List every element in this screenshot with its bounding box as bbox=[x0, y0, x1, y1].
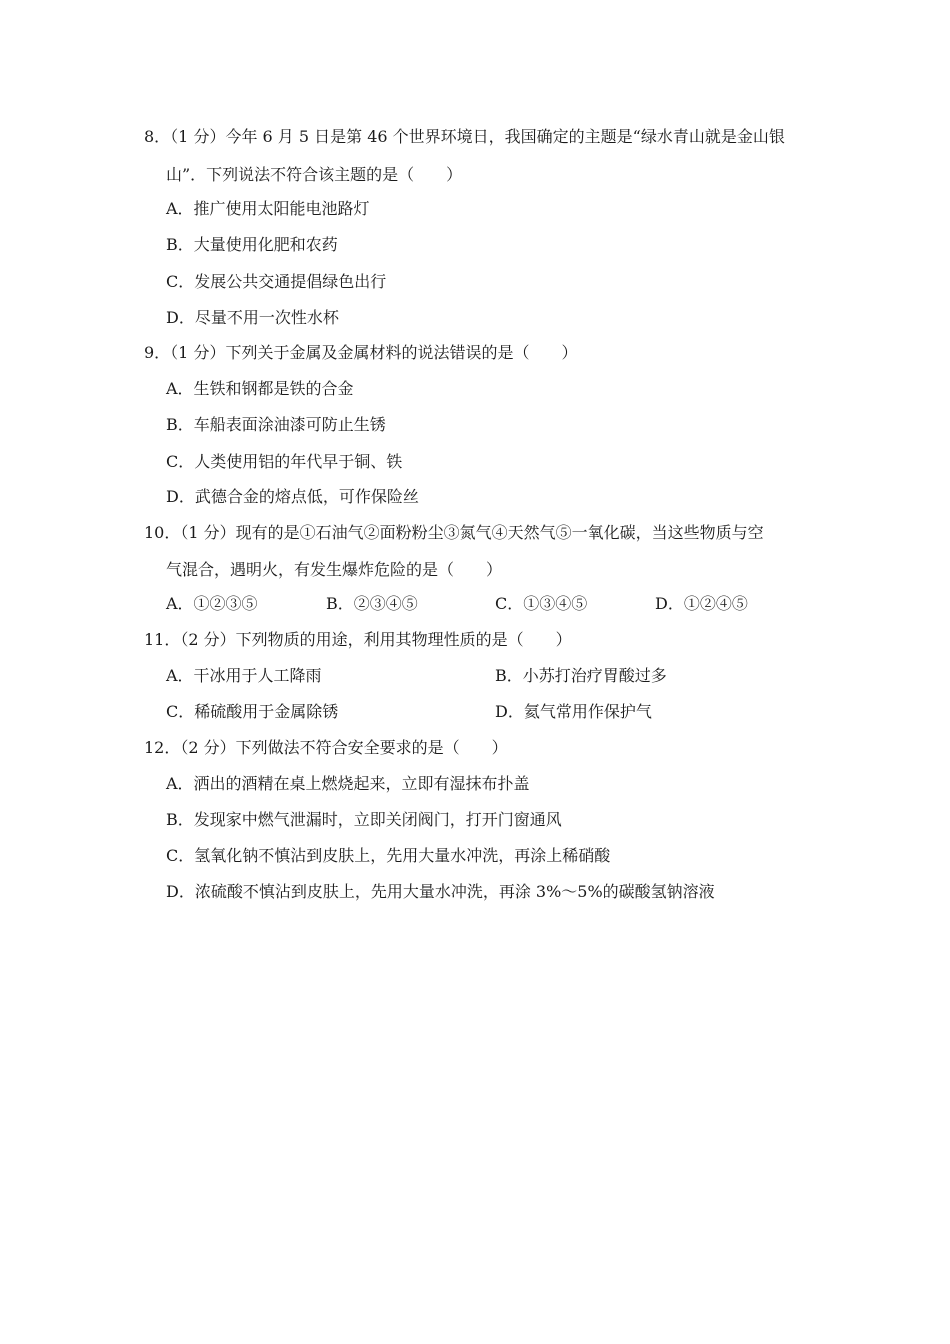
question-8-option-a: A．推广使用太阳能电池路灯 bbox=[166, 199, 370, 218]
question-12-option-c: C．氢氧化钠不慎沾到皮肤上，先用大量水冲洗，再涂上稀硝酸 bbox=[166, 846, 611, 865]
question-9-option-d: D．武德合金的熔点低，可作保险丝 bbox=[166, 487, 419, 506]
question-10-option-c: C．①③④⑤ bbox=[495, 594, 588, 613]
question-11-option-c: C．稀硫酸用于金属除锈 bbox=[166, 702, 339, 721]
question-9-stem: 9．（1 分）下列关于金属及金属材料的说法错误的是（ ） bbox=[144, 343, 578, 362]
question-9-option-b: B．车船表面涂油漆可防止生锈 bbox=[166, 415, 386, 434]
question-12-option-b: B．发现家中燃气泄漏时，立即关闭阀门，打开门窗通风 bbox=[166, 810, 562, 829]
question-12-stem: 12．（2 分）下列做法不符合安全要求的是（ ） bbox=[144, 738, 508, 757]
question-10-option-a: A．①②③⑤ bbox=[166, 594, 258, 613]
question-8-option-b: B．大量使用化肥和农药 bbox=[166, 235, 338, 254]
question-10-stem-cont: 气混合，遇明火，有发生爆炸危险的是（ ） bbox=[166, 560, 503, 579]
question-8-stem-cont: 山”．下列说法不符合该主题的是（ ） bbox=[166, 165, 463, 184]
question-12-option-a: A．洒出的酒精在桌上燃烧起来，立即有湿抹布扑盖 bbox=[166, 774, 530, 793]
question-8-option-d: D．尽量不用一次性水杯 bbox=[166, 308, 339, 327]
question-12-option-d: D．浓硫酸不慎沾到皮肤上，先用大量水冲洗，再涂 3%～5%的碳酸氢钠溶液 bbox=[166, 882, 715, 901]
question-8-option-c: C．发展公共交通提倡绿色出行 bbox=[166, 272, 387, 291]
question-9-option-a: A．生铁和钢都是铁的合金 bbox=[166, 379, 354, 398]
question-11-option-d: D．氦气常用作保护气 bbox=[495, 702, 652, 721]
question-10-stem: 10．（1 分）现有的是①石油气②面粉粉尘③氮气④天然气⑤一氧化碳，当这些物质与空 bbox=[144, 523, 764, 542]
question-11-stem: 11．（2 分）下列物质的用途，利用其物理性质的是（ ） bbox=[144, 630, 572, 649]
question-9-option-c: C．人类使用铝的年代早于铜、铁 bbox=[166, 452, 403, 471]
question-8-stem: 8．（1 分）今年 6 月 5 日是第 46 个世界环境日，我国确定的主题是“绿水青山就是金山银 bbox=[144, 127, 785, 146]
question-11-option-a: A．干冰用于人工降雨 bbox=[166, 666, 322, 685]
question-10-option-b: B．②③④⑤ bbox=[326, 594, 418, 613]
question-10-option-d: D．①②④⑤ bbox=[655, 594, 748, 613]
question-11-option-b: B．小苏打治疗胃酸过多 bbox=[495, 666, 667, 685]
